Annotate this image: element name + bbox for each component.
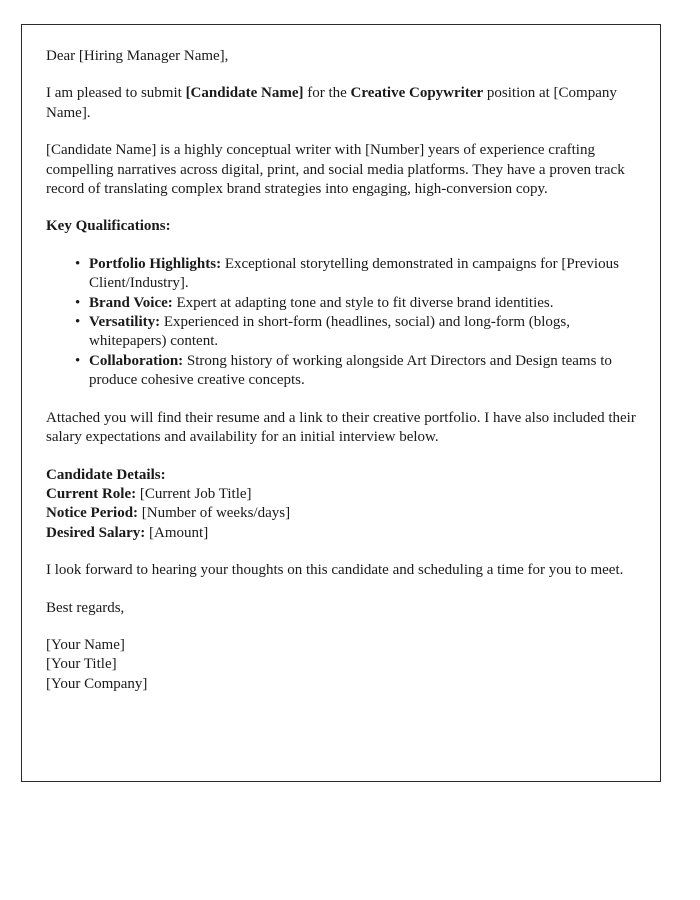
attachments-paragraph: Attached you will find their resume and a link to their creative portfolio. I have also included their salary expectations and availability for an initial interview below. — [46, 409, 636, 446]
detail-value: [Current Job Title] — [136, 485, 252, 502]
list-item-text: Exceptional storytelling demonstrated in campaigns for [Previous Client/Industry]. — [89, 255, 619, 292]
qualifications-list — [46, 255, 637, 391]
candidate-details-block — [46, 466, 637, 544]
candidate-name-placeholder: [Candidate Name] — [185, 85, 304, 102]
detail-label: Desired Salary: — [46, 524, 146, 541]
signature-title: [Your Title] — [46, 656, 117, 673]
candidate-details-heading-text: Candidate Details: — [46, 466, 166, 483]
list-item-text: Expert at adapting tone and style to fit diverse brand identities. — [172, 294, 554, 311]
intro-text-between: for the — [303, 85, 351, 102]
list-item — [75, 352, 637, 391]
list-item-label: Brand Voice: — [89, 294, 173, 311]
list-item — [75, 294, 637, 313]
detail-row-current-role — [46, 485, 637, 504]
detail-row-notice-period — [46, 504, 637, 523]
letter-page-frame — [21, 24, 661, 782]
detail-value: [Amount] — [145, 524, 209, 541]
list-item-text: Strong history of working alongside Art Directors and Design teams to produce cohesive creative concepts. — [89, 352, 612, 389]
detail-label: Notice Period: — [46, 505, 139, 522]
signoff: Best regards, — [46, 599, 125, 616]
key-qualifications-heading: Key Qualifications: — [46, 218, 171, 235]
list-item — [75, 255, 637, 294]
signature-company: [Your Company] — [46, 675, 148, 692]
detail-row-desired-salary — [46, 524, 637, 543]
intro-text-before: I am pleased to submit — [46, 85, 186, 102]
job-role-title: Creative Copywriter — [350, 85, 484, 102]
list-item-text: Experienced in short-form (headlines, social) and long-form (blogs, whitepapers) content. — [89, 314, 570, 350]
signature-block — [46, 636, 637, 694]
intro-paragraph — [46, 84, 637, 123]
summary-paragraph: [Candidate Name] is a highly conceptual writer with [Number] years of experience crafting compelling narratives across digital, print, and social media platforms. They have a proven track record of translating complex brand strategies into engaging, high-conversion copy. — [46, 142, 625, 198]
intro-text-after: position at [Company Name]. — [46, 85, 617, 121]
detail-label: Current Role: — [46, 485, 137, 502]
salutation: Dear [Hiring Manager Name], — [46, 48, 229, 64]
closing-paragraph: I look forward to hearing your thoughts on this candidate and scheduling a time for you to meet. — [46, 562, 624, 579]
list-item — [75, 313, 637, 352]
list-item-label: Collaboration: — [89, 352, 184, 369]
letter-content — [46, 47, 637, 694]
candidate-details-heading — [46, 466, 637, 485]
list-item-label: Versatility: — [89, 314, 161, 331]
detail-value: [Number of weeks/days] — [138, 505, 291, 522]
list-item-label: Portfolio Highlights: — [89, 255, 222, 272]
signature-name: [Your Name] — [46, 636, 125, 653]
